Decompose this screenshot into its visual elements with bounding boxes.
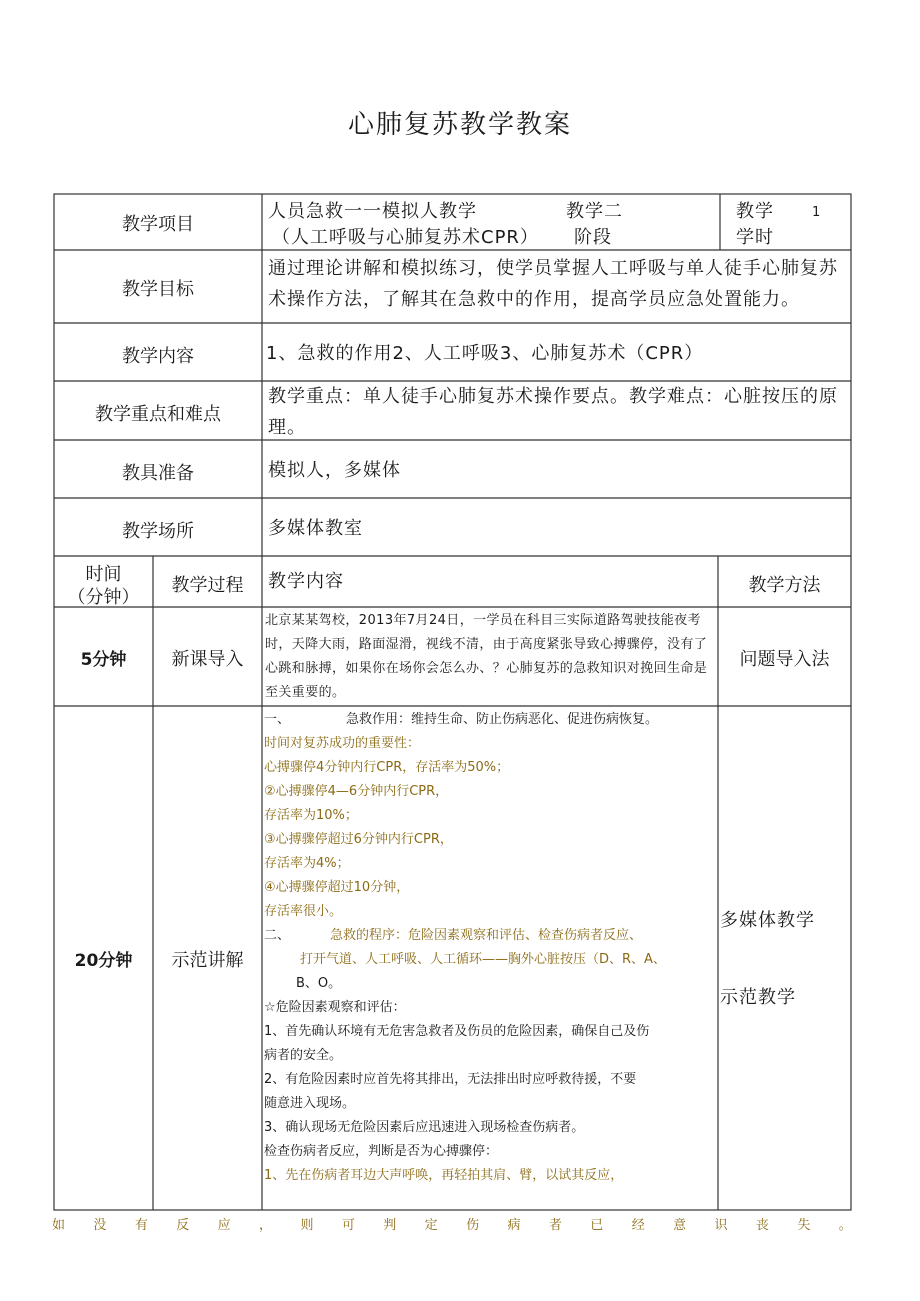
- venue-label: 教学场所: [122, 521, 194, 542]
- footer-char: 则: [300, 1218, 314, 1233]
- demo-line: 1、首先确认环境有无危害急救者及伤员的危险因素，确保自己及伤: [264, 1024, 650, 1039]
- demo-line: 心搏骤停4分钟内行CPR，存活率为50%；: [264, 760, 510, 775]
- demo-line: 存活率很小。: [264, 904, 343, 919]
- equipment-value: 模拟人，多媒体: [268, 460, 401, 481]
- demo-line: ☆危险因素观察和评估：: [264, 1000, 406, 1015]
- venue-value: 多媒体教室: [268, 518, 363, 539]
- project-value-line2: （人工呼吸与心肺复苏术CPR）: [272, 227, 539, 248]
- demo-line: 一、 急救作用：维持生命、防止伤病恶化、促进伤病恢复。: [264, 712, 659, 727]
- demo-line: 1、先在伤病者耳边大声呼唤，再轻拍其肩、臂，以试其反应，: [264, 1168, 624, 1183]
- demo-method-1: 多媒体教学: [720, 910, 815, 931]
- footer-char: 没: [93, 1218, 107, 1233]
- footer-char: 已: [590, 1218, 604, 1233]
- demo-line: 3、确认现场无危险因素后应迅速进入现场检查伤病者。: [264, 1120, 585, 1135]
- intro-content: 北京某某驾校，2013年7月24日，一学员在科目三实际道路驾驶技能夜考时，天降大雨，路面湿滑，视线不清，由于高度紧张导致心搏骤停，没有了心跳和脉搏，如果你在场你会怎么办、？心肺复苏的急救知识对挽回生命是至关重要的。: [265, 613, 708, 700]
- header-content: 教学内容: [268, 571, 344, 592]
- footer-char: 有: [134, 1218, 148, 1233]
- footer-char: 丧: [755, 1218, 769, 1233]
- footer-char: 病: [507, 1218, 521, 1233]
- goal-label: 教学目标: [122, 279, 194, 300]
- header-time-line1: 时间: [85, 564, 122, 585]
- demo-line: ③心搏骤停超过6分钟内行CPR，: [264, 832, 453, 847]
- footer-char: 判: [383, 1218, 397, 1233]
- hours-value: 1: [812, 205, 821, 220]
- project-label: 教学项目: [122, 214, 194, 235]
- footer-char: 经: [631, 1218, 645, 1233]
- header-time-line2: （分钟）: [67, 587, 140, 608]
- header-process: 教学过程: [171, 575, 244, 596]
- intro-time: 5分钟: [80, 650, 127, 670]
- key-points-label: 教学重点和难点: [95, 404, 221, 425]
- demo-line: 随意进入现场。: [264, 1096, 356, 1111]
- content-value: 1、急救的作用2、人工呼吸3、心肺复苏术（CPR）: [266, 343, 704, 364]
- footer-char: 失: [797, 1218, 811, 1233]
- demo-line: B、O。: [296, 976, 342, 991]
- demo-line: 检查伤病者反应，判断是否为心搏骤停：: [264, 1144, 499, 1159]
- intro-method: 问题导入法: [739, 649, 830, 670]
- footer-char: 意: [673, 1218, 687, 1233]
- footer-char: 应: [217, 1218, 231, 1233]
- footer-char: 伤: [466, 1218, 480, 1233]
- header-method: 教学方法: [748, 575, 821, 596]
- intro-process: 新课导入: [171, 649, 244, 670]
- demo-line: 打开气道、人工呼吸、人工循环——胸外心脏按压（D、R、A、: [300, 952, 666, 967]
- page-title: 心肺复苏教学教案: [347, 110, 572, 140]
- demo-line: 2、有危险因素时应首先将其排出，无法排出时应呼救待援，不要: [264, 1072, 637, 1087]
- demo-line: 存活率为4%；: [264, 856, 350, 871]
- footer-char: 定: [424, 1218, 438, 1233]
- footer-char: 。: [838, 1218, 852, 1233]
- footer-char: ，: [259, 1218, 273, 1233]
- footer-char: 识: [714, 1218, 728, 1233]
- footer-char: 如: [52, 1218, 66, 1233]
- equipment-label: 教具准备: [122, 463, 194, 484]
- demo-line: ②心搏骤停4—6分钟内行CPR，: [264, 784, 449, 799]
- key-points-value: 教学重点：单人徒手心肺复苏术操作要点。教学难点：心脏按压的原理。: [268, 386, 838, 438]
- stage-label-line1: 教学二: [566, 201, 623, 222]
- demo-content: [264, 708, 716, 1188]
- demo-line: ④心搏骤停超过10分钟，: [264, 880, 410, 895]
- demo-process: 示范讲解: [171, 950, 244, 971]
- hours-label-line2: 学时: [736, 227, 774, 248]
- footer-char: 者: [548, 1218, 562, 1233]
- demo-time: 20分钟: [74, 951, 133, 971]
- footer-line: [52, 1214, 852, 1233]
- demo-line: 存活率为10%；: [264, 808, 358, 823]
- content-label: 教学内容: [122, 346, 194, 367]
- footer-char: 可: [341, 1218, 355, 1233]
- project-value-line1: 人员急救一一模拟人教学: [268, 201, 477, 222]
- demo-method-2: 示范教学: [720, 987, 796, 1008]
- demo-line: 病者的安全。: [264, 1048, 343, 1063]
- demo-line: 时间对复苏成功的重要性：: [264, 736, 421, 751]
- stage-label-line2: 阶段: [574, 227, 612, 248]
- goal-value: 通过理论讲解和模拟练习，使学员掌握人工呼吸与单人徒手心肺复苏术操作方法，了解其在急救中的作用，提高学员应急处置能力。: [268, 258, 838, 310]
- footer-char: 反: [176, 1218, 190, 1233]
- hours-label-line1: 教学: [736, 201, 774, 222]
- demo-line: 二、 急救的程序：危险因素观察和评估、检查伤病者反应、: [264, 928, 643, 943]
